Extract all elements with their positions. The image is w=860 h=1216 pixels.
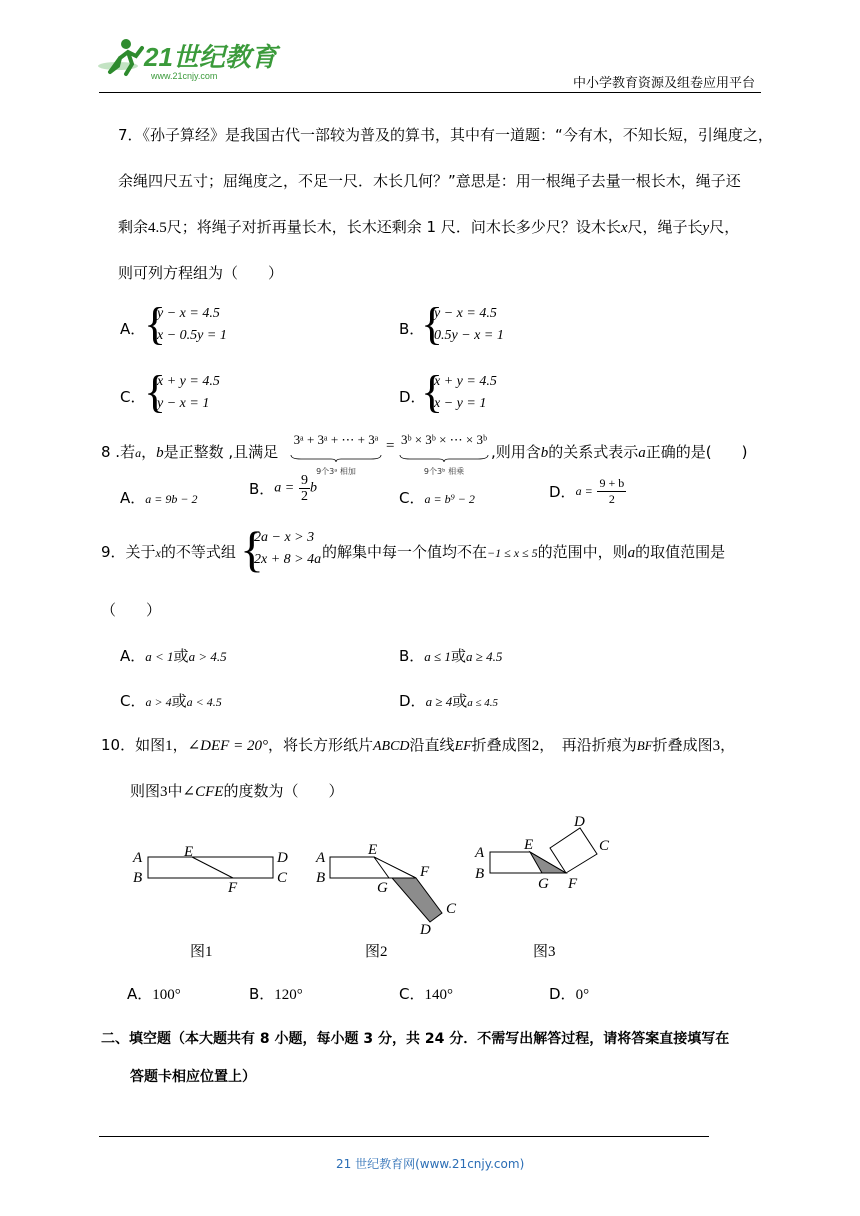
svg-text:G: G	[377, 880, 388, 896]
svg-text:F: F	[568, 876, 578, 892]
svg-text:A: A	[316, 850, 326, 866]
q8-option-c: C．a = b⁹ − 2	[399, 489, 475, 507]
q10-option-c: C．140°	[399, 985, 453, 1003]
q8-prefix: 8 .若a，b是正整数 ,且满足	[101, 443, 279, 461]
q8-option-d: D．a = $\frac{9 + b}{2}$	[549, 476, 625, 506]
q7-line1: 7．《孙子算经》是我国古代一部较为普及的算书，其中有一道题：“今有木，不知长短，引绳度之，	[118, 126, 773, 144]
svg-text:图3: 图3	[533, 944, 556, 960]
q7-line4: 则可列方程组为（ ）	[118, 264, 284, 282]
q9-mid: 的解集中每一个值均不在−1 ≤ x ≤ 5的范围中，则a的取值范围是	[322, 543, 726, 561]
footer-link[interactable]: 21 世纪教育网(www.21cnjy.com)	[336, 1157, 525, 1171]
svg-text:E: E	[368, 842, 378, 858]
q7-option-a-system: y − x = 4.5 x − 0.5y = 1	[157, 306, 227, 343]
q9-inequality-system: 2a − x > 3 2x + 8 > 4a	[254, 530, 322, 567]
q7-line3: 剩余4.5尺；将绳子对折再量长木，长木还剩余 1 尺．问木长多少尺？设木长x尺，绳子长y尺，	[118, 218, 740, 236]
q7-option-a-label: A．	[120, 320, 146, 338]
svg-text:D: D	[277, 850, 288, 866]
logo-url: www.21cnjy.com	[151, 71, 218, 81]
q10-option-d: D．0°	[549, 985, 590, 1003]
brace-icon: {	[144, 298, 167, 349]
svg-text:图2: 图2	[365, 944, 388, 960]
q7-option-c-label: C．	[120, 388, 146, 406]
svg-text:G: G	[538, 876, 549, 892]
header-divider	[99, 92, 761, 93]
q10-option-a: A．100°	[127, 985, 181, 1003]
q8-equals: =	[386, 438, 395, 454]
q9-paren: （ ）	[101, 601, 162, 619]
q10-line1: 10．如图1，∠DEF = 20°，将长方形纸片ABCD沿直线EF折叠成图2， 再沿折痕为BF折叠成图3，	[101, 736, 736, 754]
q8-lhs-expression: 3ᵃ + 3ᵃ + ⋯ + 3ᵃ 9个3ᵃ 相加	[289, 432, 383, 477]
brace-icon: {	[421, 366, 444, 417]
footer-divider	[99, 1136, 709, 1137]
svg-text:A: A	[133, 850, 143, 866]
q7-line2: 余绳四尺五寸；屈绳度之，不足一尺．木长几何？”意思是：用一根绳子去量一根长木，绳子还	[118, 172, 741, 190]
svg-text:A: A	[475, 845, 485, 861]
underbrace-icon	[289, 454, 383, 462]
logo-text: 21世纪教育	[144, 42, 277, 72]
q7-option-b-label: B．	[399, 320, 425, 338]
q8-suffix: ,则用含b的关系式表示a正确的是( )	[491, 443, 748, 461]
q9-option-a: A．a < 1或a > 4.5	[120, 647, 227, 665]
q9-prefix: 9．关于x的不等式组	[101, 543, 236, 561]
q10-option-b: B．120°	[249, 985, 303, 1003]
figure-2	[315, 842, 457, 960]
svg-text:D: D	[420, 922, 431, 938]
svg-text:B: B	[475, 866, 485, 882]
svg-text:E: E	[524, 837, 534, 853]
svg-text:B: B	[133, 870, 143, 886]
underbrace-icon	[398, 454, 490, 462]
svg-text:F: F	[420, 864, 430, 880]
logo-icon	[96, 36, 277, 82]
svg-text:F: F	[228, 880, 238, 896]
q7-option-d-system: x + y = 4.5 x − y = 1	[434, 374, 497, 411]
svg-text:图1: 图1	[190, 944, 213, 960]
svg-text:D: D	[574, 814, 585, 830]
q9-option-d: D．a ≥ 4或a ≤ 4.5	[399, 692, 499, 710]
brace-icon: {	[144, 366, 167, 417]
q10-line2: 则图3中∠CFE的度数为（ ）	[130, 782, 344, 800]
section2-line1: 二、填空题（本大题共有 8 小题，每小题 3 分，共 24 分．不需写出解答过程，请将答案直接填写在	[101, 1031, 730, 1047]
section2-line2: 答题卡相应位置上）	[130, 1069, 256, 1085]
svg-text:E: E	[184, 844, 194, 860]
q10-figures	[120, 810, 640, 960]
svg-text:B: B	[316, 870, 326, 886]
svg-text:C: C	[446, 901, 457, 917]
brace-icon: {	[240, 521, 264, 577]
q9-option-b: B．a ≤ 1或a ≥ 4.5	[399, 647, 503, 665]
q7-option-d-label: D．	[399, 388, 426, 406]
q8-rhs-expression: 3ᵇ × 3ᵇ × ⋯ × 3ᵇ 9个3ᵇ 相乘	[398, 432, 490, 477]
q9-option-c: C．a > 4或a < 4.5	[120, 692, 222, 710]
figure-3	[474, 814, 610, 960]
svg-text:C: C	[599, 838, 610, 854]
q7-option-c-system: x + y = 4.5 y − x = 1	[157, 374, 220, 411]
q8-option-b: B．a = $\frac{9}{2}$ b	[249, 473, 318, 504]
q8-option-a: A．a = 9b − 2	[120, 489, 198, 507]
platform-title: 中小学教育资源及组卷应用平台	[573, 76, 756, 91]
svg-text:C: C	[277, 870, 288, 886]
brace-icon: {	[421, 298, 444, 349]
q7-option-b-system: y − x = 4.5 0.5y − x = 1	[434, 306, 504, 343]
figure-1	[132, 844, 288, 960]
